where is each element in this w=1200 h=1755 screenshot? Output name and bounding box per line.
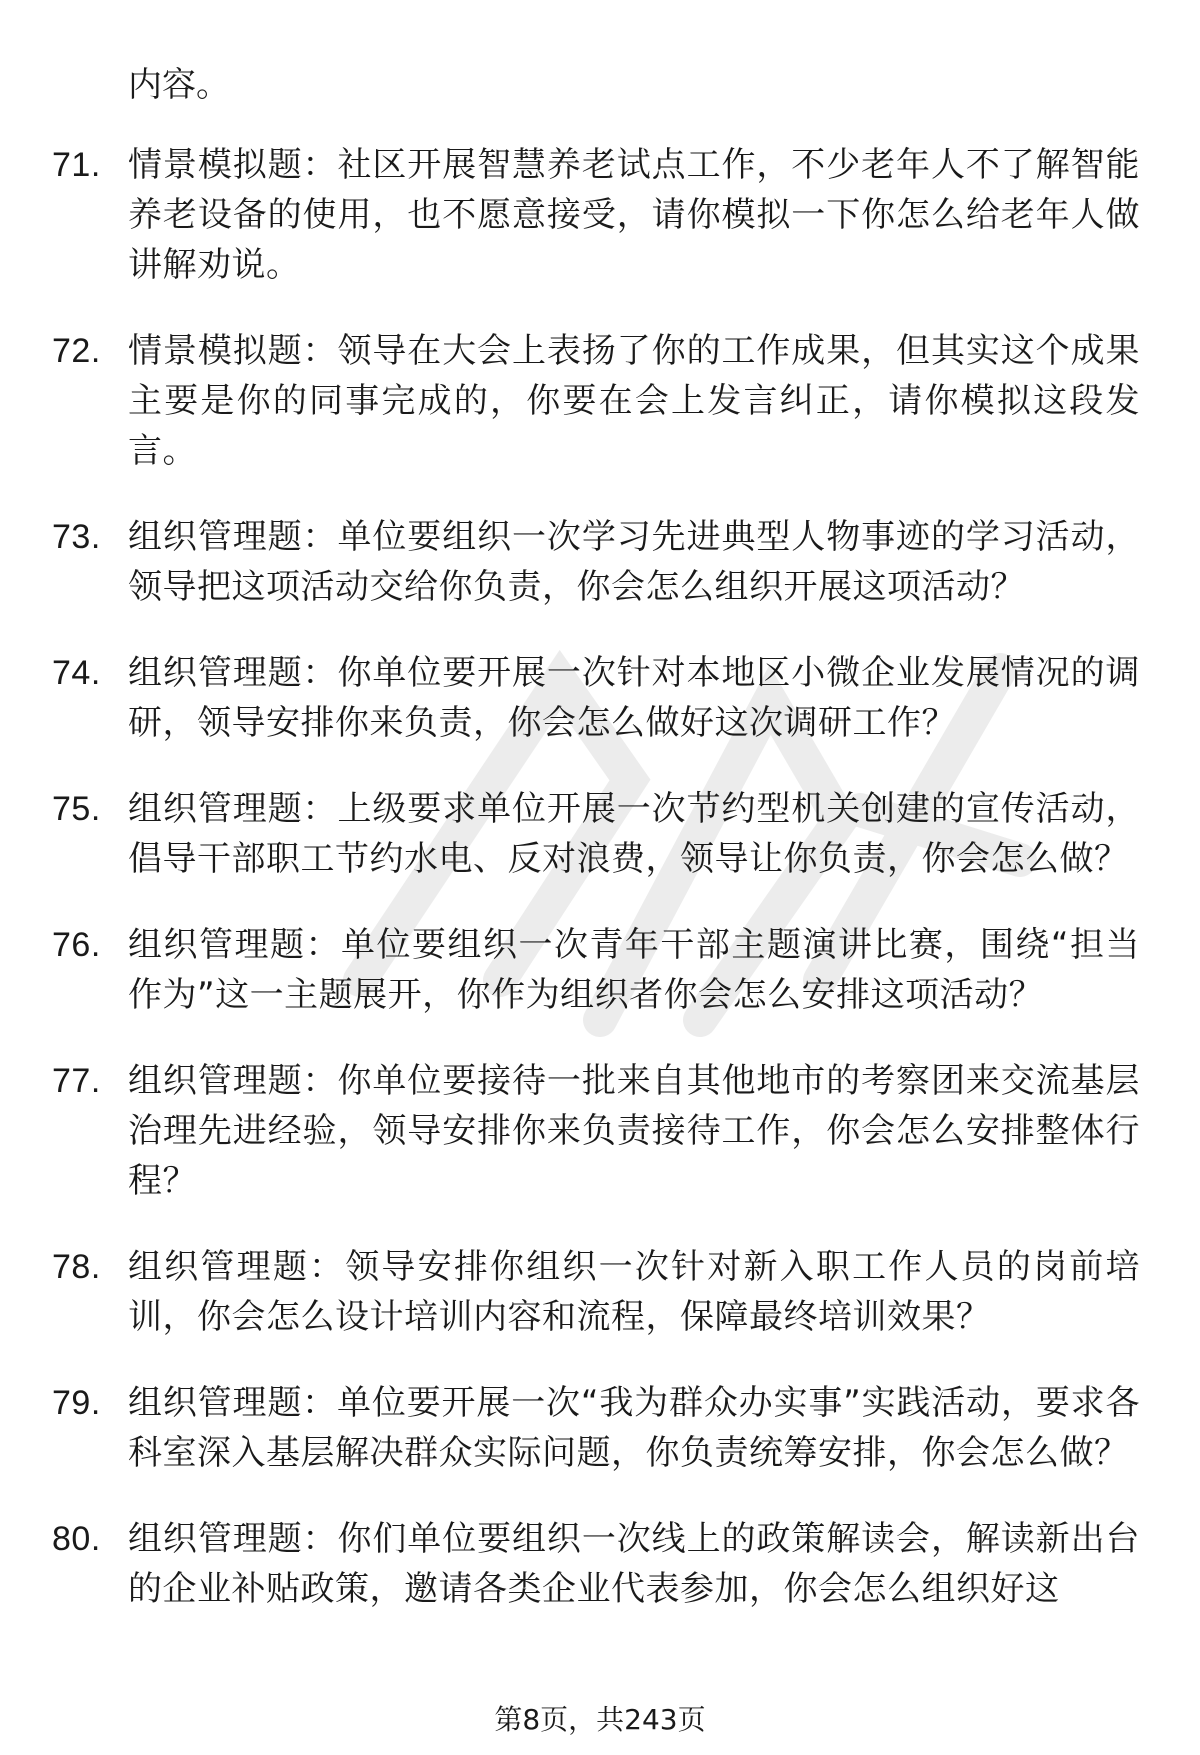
question-item [0,326,1200,476]
question-text: 情景模拟题：社区开展智慧养老试点工作，不少老年人不了解智能养老设备的使用，也不愿意接受，请你模拟一下你怎么给老年人做讲解劝说。 [128,145,1140,285]
question-number: 74. [52,654,101,692]
question-item [0,1514,1200,1614]
question-text: 组织管理题：单位要开展一次“我为群众办实事”实践活动，要求各科室深入基层解决群众实际问题，你负责统筹安排，你会怎么做？ [128,1383,1140,1473]
question-item [0,1378,1200,1478]
question-number: 78. [52,1248,101,1286]
question-text: 组织管理题：你们单位要组织一次线上的政策解读会，解读新出台的企业补贴政策，邀请各类企业代表参加，你会怎么组织好这 [128,1519,1140,1609]
question-item [0,1242,1200,1342]
question-text: 组织管理题：你单位要接待一批来自其他地市的考察团来交流基层治理先进经验，领导安排你来负责接待工作，你会怎么安排整体行程？ [128,1061,1140,1201]
question-list [0,140,1200,1650]
question-text: 组织管理题：单位要组织一次青年干部主题演讲比赛，围绕“担当作为”这一主题展开，你作为组织者你会怎么安排这项活动？ [128,925,1140,1015]
question-text: 情景模拟题：领导在大会上表扬了你的工作成果，但其实这个成果主要是你的同事完成的，你要在会上发言纠正，请你模拟这段发言。 [128,331,1140,471]
question-number: 77. [52,1062,101,1100]
question-item [0,920,1200,1020]
question-text: 组织管理题：单位要组织一次学习先进典型人物事迹的学习活动，领导把这项活动交给你负责，你会怎么组织开展这项活动？ [128,517,1140,607]
question-number: 80. [52,1520,101,1558]
question-number: 72. [52,332,101,370]
continuation-text: 内容。 [128,65,230,105]
question-text: 组织管理题：你单位要开展一次针对本地区小微企业发展情况的调研，领导安排你来负责，你会怎么做好这次调研工作？ [128,653,1140,743]
question-number: 76. [52,926,101,964]
question-text: 组织管理题：领导安排你组织一次针对新入职工作人员的岗前培训，你会怎么设计培训内容和流程，保障最终培训效果？ [128,1247,1140,1337]
question-number: 73. [52,518,101,556]
question-item [0,784,1200,884]
question-text: 组织管理题：上级要求单位开展一次节约型机关创建的宣传活动，倡导干部职工节约水电、反对浪费，领导让你负责，你会怎么做？ [128,789,1140,879]
question-number: 71. [52,146,101,184]
page-footer [0,1700,1200,1740]
question-number: 79. [52,1384,101,1422]
question-item [0,1056,1200,1206]
question-item [0,648,1200,748]
question-number: 75. [52,790,101,828]
page-number-label: 第8页，共243页 [494,1703,706,1736]
question-item [0,140,1200,290]
question-item [0,512,1200,612]
